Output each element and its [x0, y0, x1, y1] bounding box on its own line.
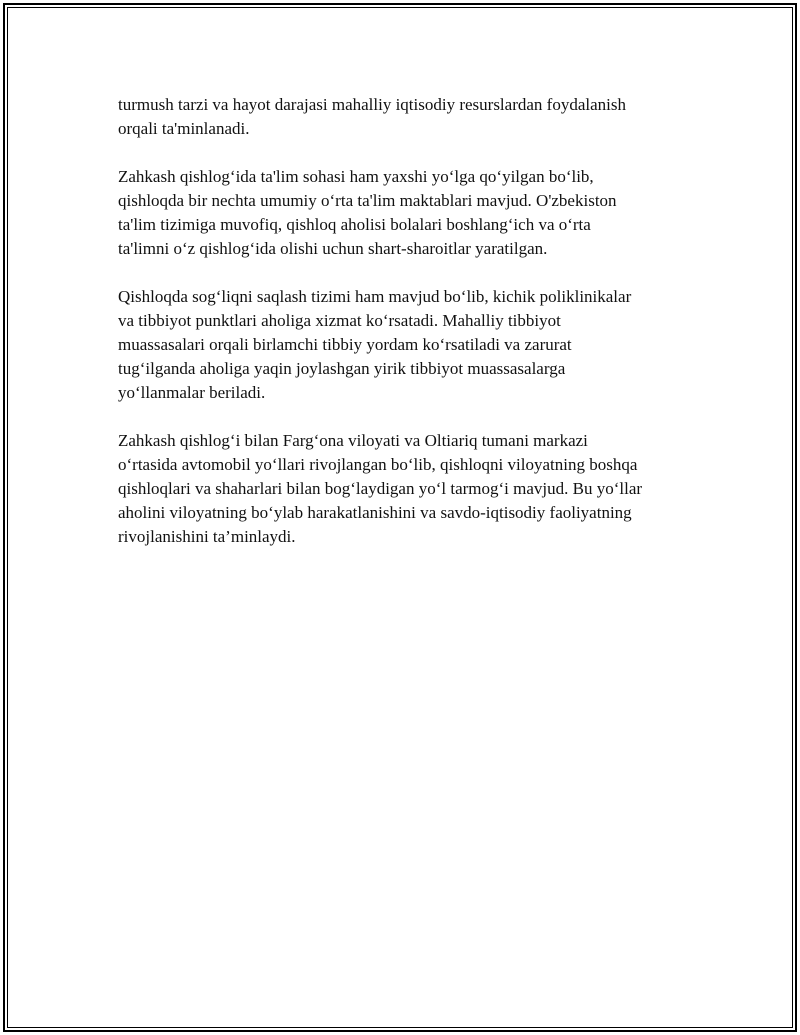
text-line: Zahkash qishlog‘ida ta'lim sohasi ham yaxshi yo‘lga qo‘yilgan bo‘lib,	[118, 167, 594, 186]
text-line: orqali ta'minlanadi.	[118, 119, 250, 138]
text-line: yo‘llanmalar beriladi.	[118, 383, 266, 402]
text-line: qishloqlari va shaharlari bilan bog‘laydigan yo‘l tarmog‘i mavjud. Bu yo‘llar	[118, 479, 643, 498]
paragraph-3	[118, 285, 708, 405]
text-line: turmush tarzi va hayot darajasi mahalliy iqtisodiy resurslardan foydalanish	[118, 95, 626, 114]
text-line: ta'lim tizimiga muvofiq, qishloq aholisi bolalari boshlang‘ich va o‘rta	[118, 215, 591, 234]
text-line: va tibbiyot punktlari aholiga xizmat ko‘rsatadi. Mahalliy tibbiyot	[118, 311, 561, 330]
paragraph-4	[118, 429, 708, 549]
text-line: Zahkash qishlog‘i bilan Farg‘ona viloyati va Oltiariq tumani markazi	[118, 431, 588, 450]
text-line: o‘rtasida avtomobil yo‘llari rivojlangan bo‘lib, qishloqni viloyatning boshqa	[118, 455, 638, 474]
text-line: aholini viloyatning bo‘ylab harakatlanishini va savdo-iqtisodiy faoliyatning	[118, 503, 632, 522]
paragraph-1	[118, 93, 708, 141]
text-line: tug‘ilganda aholiga yaqin joylashgan yirik tibbiyot muassasalarga	[118, 359, 566, 378]
text-line: qishloqda bir nechta umumiy o‘rta ta'lim maktablari mavjud. O'zbekiston	[118, 191, 617, 210]
document-body	[118, 93, 708, 573]
text-line: muassasalari orqali birlamchi tibbiy yordam ko‘rsatiladi va zarurat	[118, 335, 572, 354]
text-line: Qishloqda sog‘liqni saqlash tizimi ham mavjud bo‘lib, kichik poliklinikalar	[118, 287, 632, 306]
text-line: ta'limni o‘z qishlog‘ida olishi uchun shart-sharoitlar yaratilgan.	[118, 239, 548, 258]
text-line: rivojlanishini ta’minlaydi.	[118, 527, 296, 546]
paragraph-2	[118, 165, 708, 261]
